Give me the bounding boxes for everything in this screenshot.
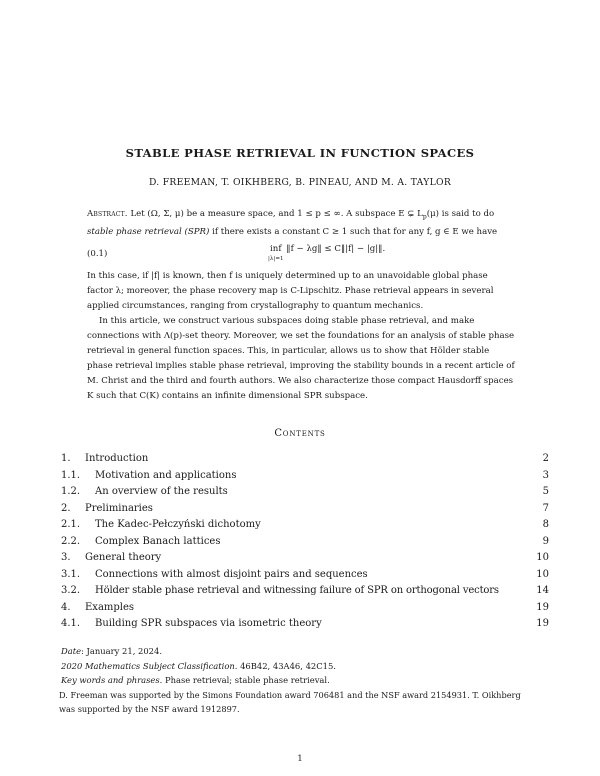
toc-title: Introduction [85,453,149,464]
toc-title: Hölder stable phase retrieval and witnessing failure of SPR on orthogonal vectors [95,585,499,596]
keywords-label: Key words and phrases. [61,675,163,685]
toc-title: Preliminaries [85,502,153,514]
date-value: : January 21, 2024. [81,646,163,656]
footnote-msc [61,659,549,674]
toc-page: 10 [536,552,549,563]
toc-title: Examples [85,601,135,613]
abstract-line-1 [87,207,515,225]
msc-value: 46B42, 43A46, 42C15. [237,660,336,671]
toc-entry[interactable] [61,451,549,468]
toc-number: 4. [61,601,71,613]
msc-label: 2020 Mathematics Subject Classification. [61,660,238,671]
abstract-heading: Abstract. [87,209,128,219]
toc-entry[interactable] [61,567,549,584]
abstract-paragraph-2: In this article, we construct various subspaces doing stable phase retrieval, and make connections with Λ(p)-set theory. Moreover, we set the foundations for an analysis of stable phase retrieval in general function spaces. This, in particular, allows us to show that Hölder stable phase retrieval implies stable phase retrieval, improving the stability bounds in a recent article of M. Christ and the third and fourth authors. We also characterize those compact Hausdorff spaces K such that C(K) contains an infinite dimensional SPR subspace. [87,316,515,401]
equation-expression: ‖f − λg‖ ≤ C‖|f| − |g|‖. [286,244,386,254]
equation-inf [268,243,284,263]
footnote-keywords [61,673,549,688]
toc-page: 3 [542,469,549,481]
date-label: Date [61,646,82,656]
toc-page: 9 [542,535,549,547]
toc-entry[interactable] [61,534,549,551]
table-of-contents [61,451,549,633]
toc-title: Building SPR subspaces via isometric theory [95,618,322,629]
paper-title: STABLE PHASE RETRIEVAL IN FUNCTION SPACES [125,146,475,160]
toc-entry[interactable] [61,583,549,600]
toc-title: Connections with almost disjoint pairs and sequences [95,568,368,580]
toc-page: 10 [536,568,549,580]
toc-number: 1.1. [61,469,81,481]
abstract-intro [87,207,515,240]
footnote-funding-2: was supported by the NSF award 1912897. [59,704,240,714]
footnote-funding-1: D. Freeman was supported by the Simons Foundation award 706481 and the NSF award 2154931. T. Oikhberg [59,689,521,700]
abstract-line1-sub: p [422,213,427,221]
toc-entry[interactable] [61,484,549,501]
equation-inf-op: inf [270,244,282,254]
abstract-paragraph-1: In this case, if |f| is known, then f is uniquely determined up to an unavoidable global phase factor λ; moreover, the phase recovery map is C-Lipschitz. Phase retrieval appears in several applied circumstances, ranging from crystallography to quantum mechanics. [87,271,494,311]
toc-number: 2. [61,502,71,514]
toc-number: 3.1. [61,568,81,580]
toc-page: 8 [542,519,549,530]
toc-number: 2.2. [61,535,81,547]
toc-page: 19 [536,618,549,629]
toc-number: 2.1. [61,519,81,530]
toc-title: Complex Banach lattices [95,535,221,547]
footnote-date [61,644,549,659]
abstract-line-2 [87,225,515,240]
abstract-line2-rest: if there exists a constant C ≥ 1 such that for any f, g ∈ E we have [209,226,498,237]
toc-title: An overview of the results [95,486,228,497]
toc-title: General theory [85,552,162,563]
equation-body [268,243,385,263]
toc-entry[interactable] [61,600,549,617]
paper-authors: D. FREEMAN, T. OIKHBERG, B. PINEAU, AND M. A. TAYLOR [148,177,452,188]
equation-0-1 [87,243,515,267]
toc-entry[interactable] [61,517,549,534]
abstract-line1-a: Let (Ω, Σ, μ) be a measure space, and 1 ≤ p ≤ ∞. A subspace E ⊊ L [130,209,423,219]
spr-term: stable phase retrieval (SPR) [87,226,210,237]
footnotes [61,644,549,717]
abstract-line1-b: (μ) is said to do [426,209,495,219]
toc-number: 4.1. [61,618,81,629]
toc-entry[interactable] [61,501,549,518]
toc-title: Motivation and applications [95,469,237,481]
toc-entry[interactable] [61,616,549,633]
contents-heading: Contents [274,428,326,439]
equation-number: (0.1) [87,249,108,259]
toc-page: 5 [542,486,549,497]
toc-number: 1.2. [61,486,81,497]
toc-page: 19 [536,601,549,613]
toc-number: 1. [61,453,71,464]
toc-number: 3. [61,552,71,563]
keywords-value: Phase retrieval; stable phase retrieval. [162,675,330,685]
page-number: 1 [297,754,303,764]
toc-page: 2 [542,453,549,464]
toc-entry[interactable] [61,468,549,485]
toc-page: 14 [536,585,549,596]
toc-number: 3.2. [61,585,81,596]
toc-entry[interactable] [61,550,549,567]
equation-inf-sub: |λ|=1 [268,256,284,262]
toc-title: The Kadec-Pełczyński dichotomy [95,519,261,530]
toc-page: 7 [542,502,549,514]
